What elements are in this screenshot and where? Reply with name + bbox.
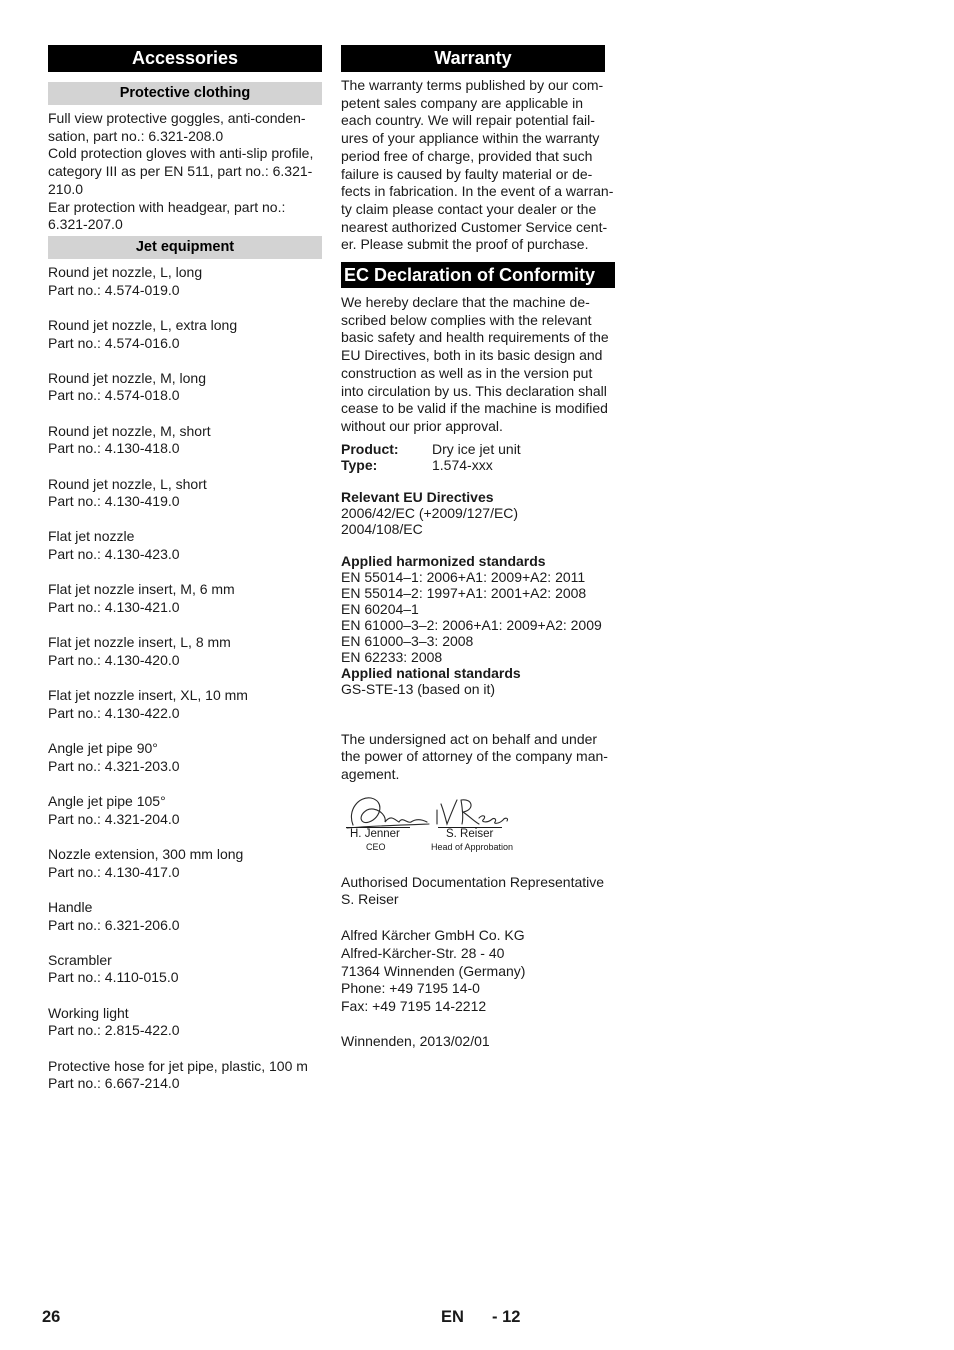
list-item — [48, 793, 322, 828]
text-line: S. Reiser — [341, 891, 399, 908]
standard-item: EN 62233: 2008 — [341, 648, 443, 665]
item-name: Scrambler — [48, 951, 112, 968]
item-name: Flat jet nozzle insert, XL, 10 mm — [48, 687, 248, 704]
accessories-column — [48, 45, 322, 1110]
product-row — [341, 441, 615, 457]
standard-item: EN 55014–1: 2006+A1: 2009+A2: 2011 — [341, 568, 586, 585]
text-line: petent sales company are applicable in — [341, 94, 584, 111]
signatory-role: CEO — [366, 841, 386, 852]
text-line: 71364 Winnenden (Germany) — [341, 962, 526, 979]
item-name: Round jet nozzle, L, long — [48, 263, 203, 280]
list-item — [48, 528, 322, 563]
item-part-number: Part no.: 6.667-214.0 — [48, 1075, 180, 1092]
list-item — [48, 899, 322, 934]
list-item — [48, 740, 322, 775]
list-item — [48, 1058, 322, 1093]
list-item — [48, 952, 322, 987]
standard-item: EN 61000–3–3: 2008 — [341, 632, 474, 649]
text-line: Ear protection with headgear, part no.: — [48, 198, 286, 215]
text-line: er. Please submit the proof of purchase. — [341, 236, 589, 253]
national-standards-heading: Applied national standards — [341, 664, 521, 681]
item-part-number: Part no.: 6.321-206.0 — [48, 916, 180, 933]
item-name: Round jet nozzle, M, long — [48, 369, 206, 386]
text-line: category III as per EN 511, part no.: 6.321- — [48, 163, 313, 180]
list-item — [48, 476, 322, 511]
text-line: agement. — [341, 766, 400, 783]
item-name: Round jet nozzle, M, short — [48, 422, 211, 439]
text-line: Alfred-Kärcher-Str. 28 - 40 — [341, 944, 505, 961]
item-name: Protective hose for jet pipe, plastic, 100 m — [48, 1057, 308, 1074]
text-line: The undersigned act on behalf and under — [341, 730, 598, 747]
list-item — [48, 370, 322, 405]
text-line: ty claim please contact your dealer or the — [341, 200, 597, 217]
item-name: Flat jet nozzle — [48, 528, 135, 545]
harmonized-standards-heading: Applied harmonized standards — [341, 552, 546, 569]
type-value: 1.574-xxx — [432, 456, 493, 473]
list-item — [48, 846, 322, 881]
text-line: sation, part no.: 6.321-208.0 — [48, 127, 224, 144]
standard-item: EN 55014–2: 1997+A1: 2001+A2: 2008 — [341, 584, 587, 601]
undersigned-text — [341, 731, 615, 784]
ec-declaration-heading: EC Declaration of Conformity — [341, 262, 615, 288]
text-line: period free of charge, provided that such — [341, 147, 593, 164]
directive-item: 2006/42/EC (+2009/127/EC) — [341, 504, 519, 521]
warranty-declaration-column — [341, 45, 615, 1050]
text-line: construction as well as in the version put — [341, 364, 593, 381]
text-line: Phone: +49 7195 14-0 — [341, 980, 480, 997]
item-part-number: Part no.: 4.574-016.0 — [48, 334, 180, 351]
item-part-number: Part no.: 4.130-422.0 — [48, 704, 180, 721]
item-name: Flat jet nozzle insert, M, 6 mm — [48, 581, 235, 598]
national-standard-item: GS-STE-13 (based on it) — [341, 680, 496, 697]
jet-equipment-heading: Jet equipment — [48, 236, 322, 259]
place-date: Winnenden, 2013/02/01 — [341, 1032, 490, 1049]
text-line: 6.321-207.0 — [48, 216, 123, 233]
text-line: Cold protection gloves with anti-slip profile, — [48, 145, 314, 162]
item-part-number: Part no.: 4.130-419.0 — [48, 493, 180, 510]
item-part-number: Part no.: 4.130-417.0 — [48, 863, 180, 880]
text-line: basic safety and health requirements of the — [341, 329, 609, 346]
item-part-number: Part no.: 2.815-422.0 — [48, 1022, 180, 1039]
jet-equipment-list — [48, 264, 322, 1093]
list-item — [48, 634, 322, 669]
protective-clothing-text — [48, 110, 322, 234]
product-value: Dry ice jet unit — [432, 440, 521, 457]
signatory-name: H. Jenner — [350, 827, 400, 840]
text-line: Authorised Documentation Representative — [341, 873, 605, 890]
page-number: 26 — [42, 1308, 61, 1326]
standard-item: EN 60204–1 — [341, 600, 419, 617]
list-item — [48, 317, 322, 352]
directive-item: 2004/108/EC — [341, 520, 423, 537]
item-part-number: Part no.: 4.321-204.0 — [48, 810, 180, 827]
language-code: EN — [441, 1308, 464, 1326]
text-line: failure is caused by faulty material or de- — [341, 165, 593, 182]
item-name: Nozzle extension, 300 mm long — [48, 845, 244, 862]
text-line: EU Directives, both in its basic design and — [341, 347, 603, 364]
section-page-number: - 12 — [492, 1308, 521, 1326]
directives-heading: Relevant EU Directives — [341, 488, 494, 505]
item-part-number: Part no.: 4.130-418.0 — [48, 440, 180, 457]
authorised-representative — [341, 874, 615, 909]
signatory-name: S. Reiser — [446, 827, 494, 840]
list-item — [48, 423, 322, 458]
standards-block — [341, 489, 615, 697]
item-part-number: Part no.: 4.130-421.0 — [48, 599, 180, 616]
list-item — [48, 687, 322, 722]
product-label: Product: — [341, 440, 399, 457]
item-part-number: Part no.: 4.110-015.0 — [48, 969, 179, 986]
standard-item: EN 61000–3–2: 2006+A1: 2009+A2: 2009 — [341, 616, 602, 633]
accessories-heading: Accessories — [48, 45, 322, 72]
item-name: Round jet nozzle, L, extra long — [48, 316, 238, 333]
text-line: cease to be valid if the machine is modified — [341, 400, 608, 417]
list-item — [48, 581, 322, 616]
text-line: ures of your appliance within the warranty — [341, 130, 600, 147]
item-name: Flat jet nozzle insert, L, 8 mm — [48, 634, 231, 651]
warranty-heading: Warranty — [341, 45, 605, 72]
item-part-number: Part no.: 4.130-423.0 — [48, 546, 180, 563]
signature-block — [341, 792, 615, 862]
item-part-number: Part no.: 4.321-203.0 — [48, 757, 180, 774]
text-line: The warranty terms published by our com- — [341, 77, 604, 93]
text-line: Full view protective goggles, anti-conden- — [48, 110, 306, 126]
text-line: each country. We will repair potential fail- — [341, 112, 595, 129]
product-spec — [341, 441, 615, 473]
text-line: We hereby declare that the machine de- — [341, 294, 590, 311]
list-item — [48, 264, 322, 299]
type-label: Type: — [341, 456, 378, 473]
item-name: Working light — [48, 1004, 129, 1021]
item-name: Angle jet pipe 90° — [48, 740, 158, 757]
list-item — [48, 1005, 322, 1040]
text-line: into circulation by us. This declaration shall — [341, 382, 607, 399]
warranty-text — [341, 77, 615, 254]
text-line: Fax: +49 7195 14-2212 — [341, 997, 487, 1014]
text-line: scribed below complies with the relevant — [341, 311, 592, 328]
text-line: the power of attorney of the company man- — [341, 748, 608, 765]
type-row — [341, 457, 615, 473]
protective-clothing-heading: Protective clothing — [48, 82, 322, 105]
text-line: Alfred Kärcher GmbH Co. KG — [341, 927, 525, 944]
item-part-number: Part no.: 4.574-019.0 — [48, 281, 180, 298]
text-line: 210.0 — [48, 180, 84, 197]
item-name: Handle — [48, 898, 93, 915]
text-line: fects in fabrication. In the event of a warran- — [341, 183, 614, 200]
text-line: without our prior approval. — [341, 417, 503, 434]
item-part-number: Part no.: 4.574-018.0 — [48, 387, 180, 404]
company-address — [341, 927, 615, 1016]
ec-declaration-intro — [341, 294, 615, 436]
text-line: nearest authorized Customer Service cent- — [341, 218, 608, 235]
item-part-number: Part no.: 4.130-420.0 — [48, 651, 180, 668]
signatory-role: Head of Approbation — [431, 841, 514, 852]
item-name: Round jet nozzle, L, short — [48, 475, 207, 492]
item-name: Angle jet pipe 105° — [48, 792, 166, 809]
